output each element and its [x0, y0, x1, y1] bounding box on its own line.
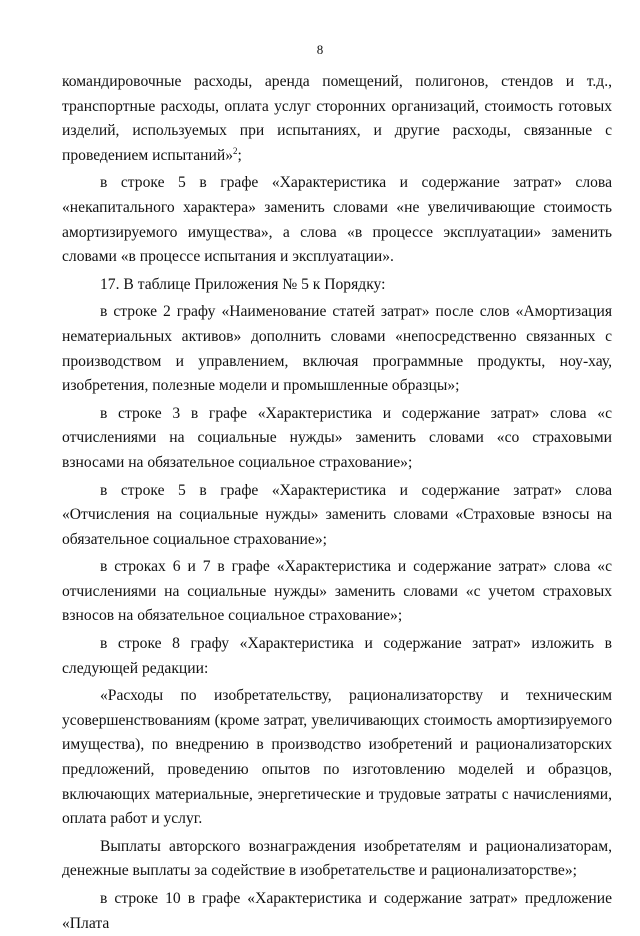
paragraph-row5-replacement: в строке 5 в графе «Характеристика и содержание затрат» слова «некапитального характера» заменить словами «не увеличивающие стоимость амортизируемого имущества», а слова «в процессе эксплуатации» заменить словами «в процессе испытания и эксплуатации». — [62, 174, 612, 266]
paragraph-row10-amendment: в строке 10 в графе «Характеристика и содержание затрат» предложение «Плата — [62, 890, 612, 932]
paragraph-tail: ; — [237, 146, 242, 164]
paragraph-row2-amendment: в строке 2 графу «Наименование статей затрат» после слов «Амортизация нематериальных активов» дополнить словами «непосредственно связанных с производством и управлением, включая программные продукты, ноу-хау, изобретения, полезные модели и промышленные образцы»; — [62, 303, 612, 395]
paragraph-rows6-7-amendment: в строках 6 и 7 в графе «Характеристика и содержание затрат» слова «с отчислениями на социальные нужды» заменить словами «с учетом страховых взносов на обязательное социальное страхование»; — [62, 558, 612, 625]
paragraph-row8-new-text: «Расходы по изобретательству, рационализаторству и техническим усовершенствованиям (кроме затрат, увеличивающих стоимость амортизируемого имущества), по внедрению в производство изобретений и рационализаторских предложений, проведению опытов по изготовлению моделей и образцов, включающих материальные, энергетические и трудовые затраты с начислениями, оплата работ и услуг. — [62, 687, 612, 828]
paragraph-item-17: 17. В таблице Приложения № 5 к Порядку: — [100, 275, 386, 293]
paragraph-text: командировочные расходы, аренда помещений, полигонов, стендов и т.д., транспортные расходы, оплата услуг сторонних организаций, стоимость готовых изделий, используемых при испытаниях, и другие расходы, связанные с проведением испытаний» — [62, 73, 612, 164]
paragraph-row8-amendment: в строке 8 графу «Характеристика и содержание затрат» изложить в следующей редакции: — [62, 635, 612, 677]
footnote-marker: 2 — [233, 145, 238, 156]
page-number: 8 — [316, 42, 324, 57]
paragraph-travel-expenses — [62, 70, 612, 168]
paragraph-row5-amendment: в строке 5 в графе «Характеристика и содержание затрат» слова «Отчисления на социальные нужды» заменить словами «Страховые взносы на обязательное социальное страхование»; — [62, 481, 612, 548]
paragraph-royalty-payments: Выплаты авторского вознаграждения изобретателям и рационализаторам, денежные выплаты за содействие в изобретательстве и рационализаторстве»; — [62, 837, 612, 880]
document-body — [62, 70, 612, 936]
paragraph-row3-amendment: в строке 3 в графе «Характеристика и содержание затрат» слова «с отчислениями на социальные нужды» заменить словами «со страховыми взносами на обязательное социальное страхование»; — [62, 404, 612, 471]
